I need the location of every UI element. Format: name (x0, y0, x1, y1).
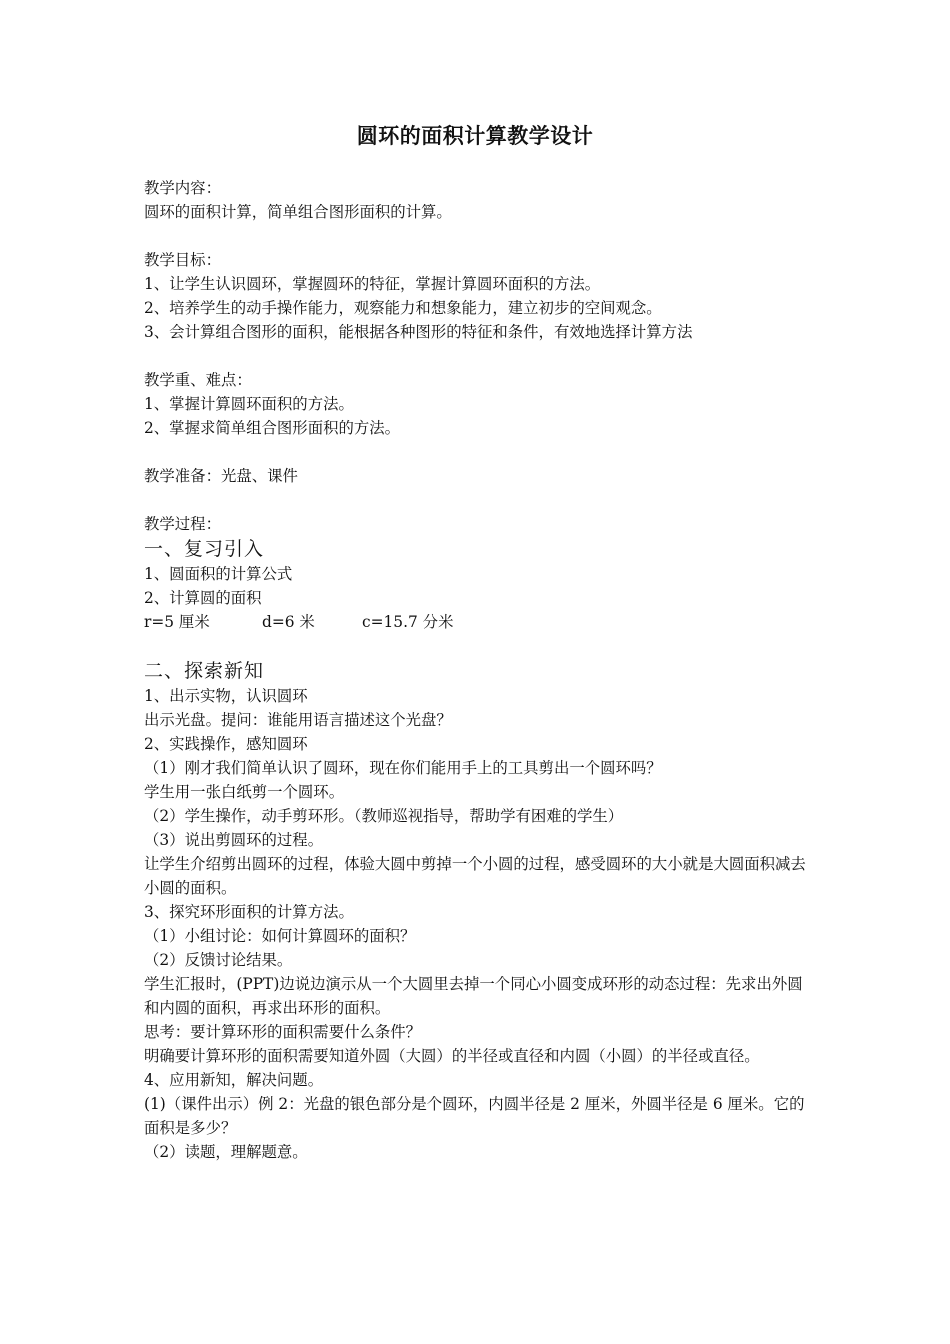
spacer (144, 440, 814, 464)
circumference-value: c=15.7 分米 (362, 613, 454, 631)
content-label: 教学内容： (144, 179, 221, 197)
keypoints-label: 教学重、难点： (144, 371, 252, 389)
section-heading: 二、探索新知 (144, 660, 265, 682)
body-line: 1、出示实物，认识圆环 (144, 687, 308, 705)
goals-label: 教学目标： (144, 251, 221, 269)
body-line: （2）反馈讨论结果。 (144, 951, 293, 969)
review-item: 1、圆面积的计算公式 (144, 565, 293, 583)
body-line: （1）刚才我们简单认识了圆环，现在你们能用手上的工具剪出一个圆环吗？ (144, 759, 662, 777)
body-line: （2）读题，理解题意。 (144, 1143, 308, 1161)
body-line: 学生汇报时，(PPT)边说边演示从一个大圆里去掉一个同心小圆变成环形的动态过程：先求出外圆和内圆的面积，再求出环形的面积。 (144, 975, 803, 1017)
review-item: 2、计算圆的面积 (144, 589, 262, 607)
body-line: 2、实践操作，感知圆环 (144, 735, 308, 753)
body-line: 4、应用新知，解决问题。 (144, 1071, 324, 1089)
body-line: 思考：要计算环形的面积需要什么条件？ (144, 1023, 422, 1041)
process-label: 教学过程： (144, 515, 221, 533)
document-title: 圆环的面积计算教学设计 (356, 124, 594, 148)
content-text: 圆环的面积计算，简单组合图形面积的计算。 (144, 203, 452, 221)
body-line: 让学生介绍剪出圆环的过程，体验大圆中剪掉一个小圆的过程，感受圆环的大小就是大圆面积减去小圆的面积。 (144, 855, 806, 897)
radius-value: r=5 厘米 (144, 613, 210, 631)
body-line: 学生用一张白纸剪一个圆环。 (144, 783, 345, 801)
prep-text: 教学准备：光盘、课件 (144, 467, 298, 485)
spacer (144, 488, 814, 512)
spacer (144, 224, 814, 248)
goal-item: 1、让学生认识圆环，掌握圆环的特征，掌握计算圆环面积的方法。 (144, 275, 601, 293)
body-line: （3）说出剪圆环的过程。 (144, 831, 324, 849)
body-line: 3、探究环形面积的计算方法。 (144, 903, 354, 921)
spacer (144, 344, 814, 368)
keypoint-item: 1、掌握计算圆环面积的方法。 (144, 395, 354, 413)
document-body (144, 176, 814, 1164)
body-line: 明确要计算环形的面积需要知道外圆（大圆）的半径或直径和内圆（小圆）的半径或直径。 (144, 1047, 760, 1065)
spacer (144, 634, 814, 658)
body-line: (1)（课件出示）例 2：光盘的银色部分是个圆环，内圆半径是 2 厘米，外圆半径是 6 厘米。它的面积是多少？ (144, 1095, 805, 1137)
section-heading: 一、复习引入 (144, 538, 265, 560)
goal-item: 3、会计算组合图形的面积，能根据各种图形的特征和条件，有效地选择计算方法 (144, 323, 693, 341)
keypoint-item: 2、掌握求简单组合图形面积的方法。 (144, 419, 401, 437)
body-line: （1）小组讨论：如何计算圆环的面积？ (144, 927, 416, 945)
review-values-row (144, 610, 814, 634)
body-line: （2）学生操作，动手剪环形。（教师巡视指导，帮助学有困难的学生） (144, 807, 624, 825)
diameter-value: d=6 米 (262, 613, 315, 631)
goal-item: 2、培养学生的动手操作能力，观察能力和想象能力，建立初步的空间观念。 (144, 299, 662, 317)
body-line: 出示光盘。提问：谁能用语言描述这个光盘？ (144, 711, 452, 729)
